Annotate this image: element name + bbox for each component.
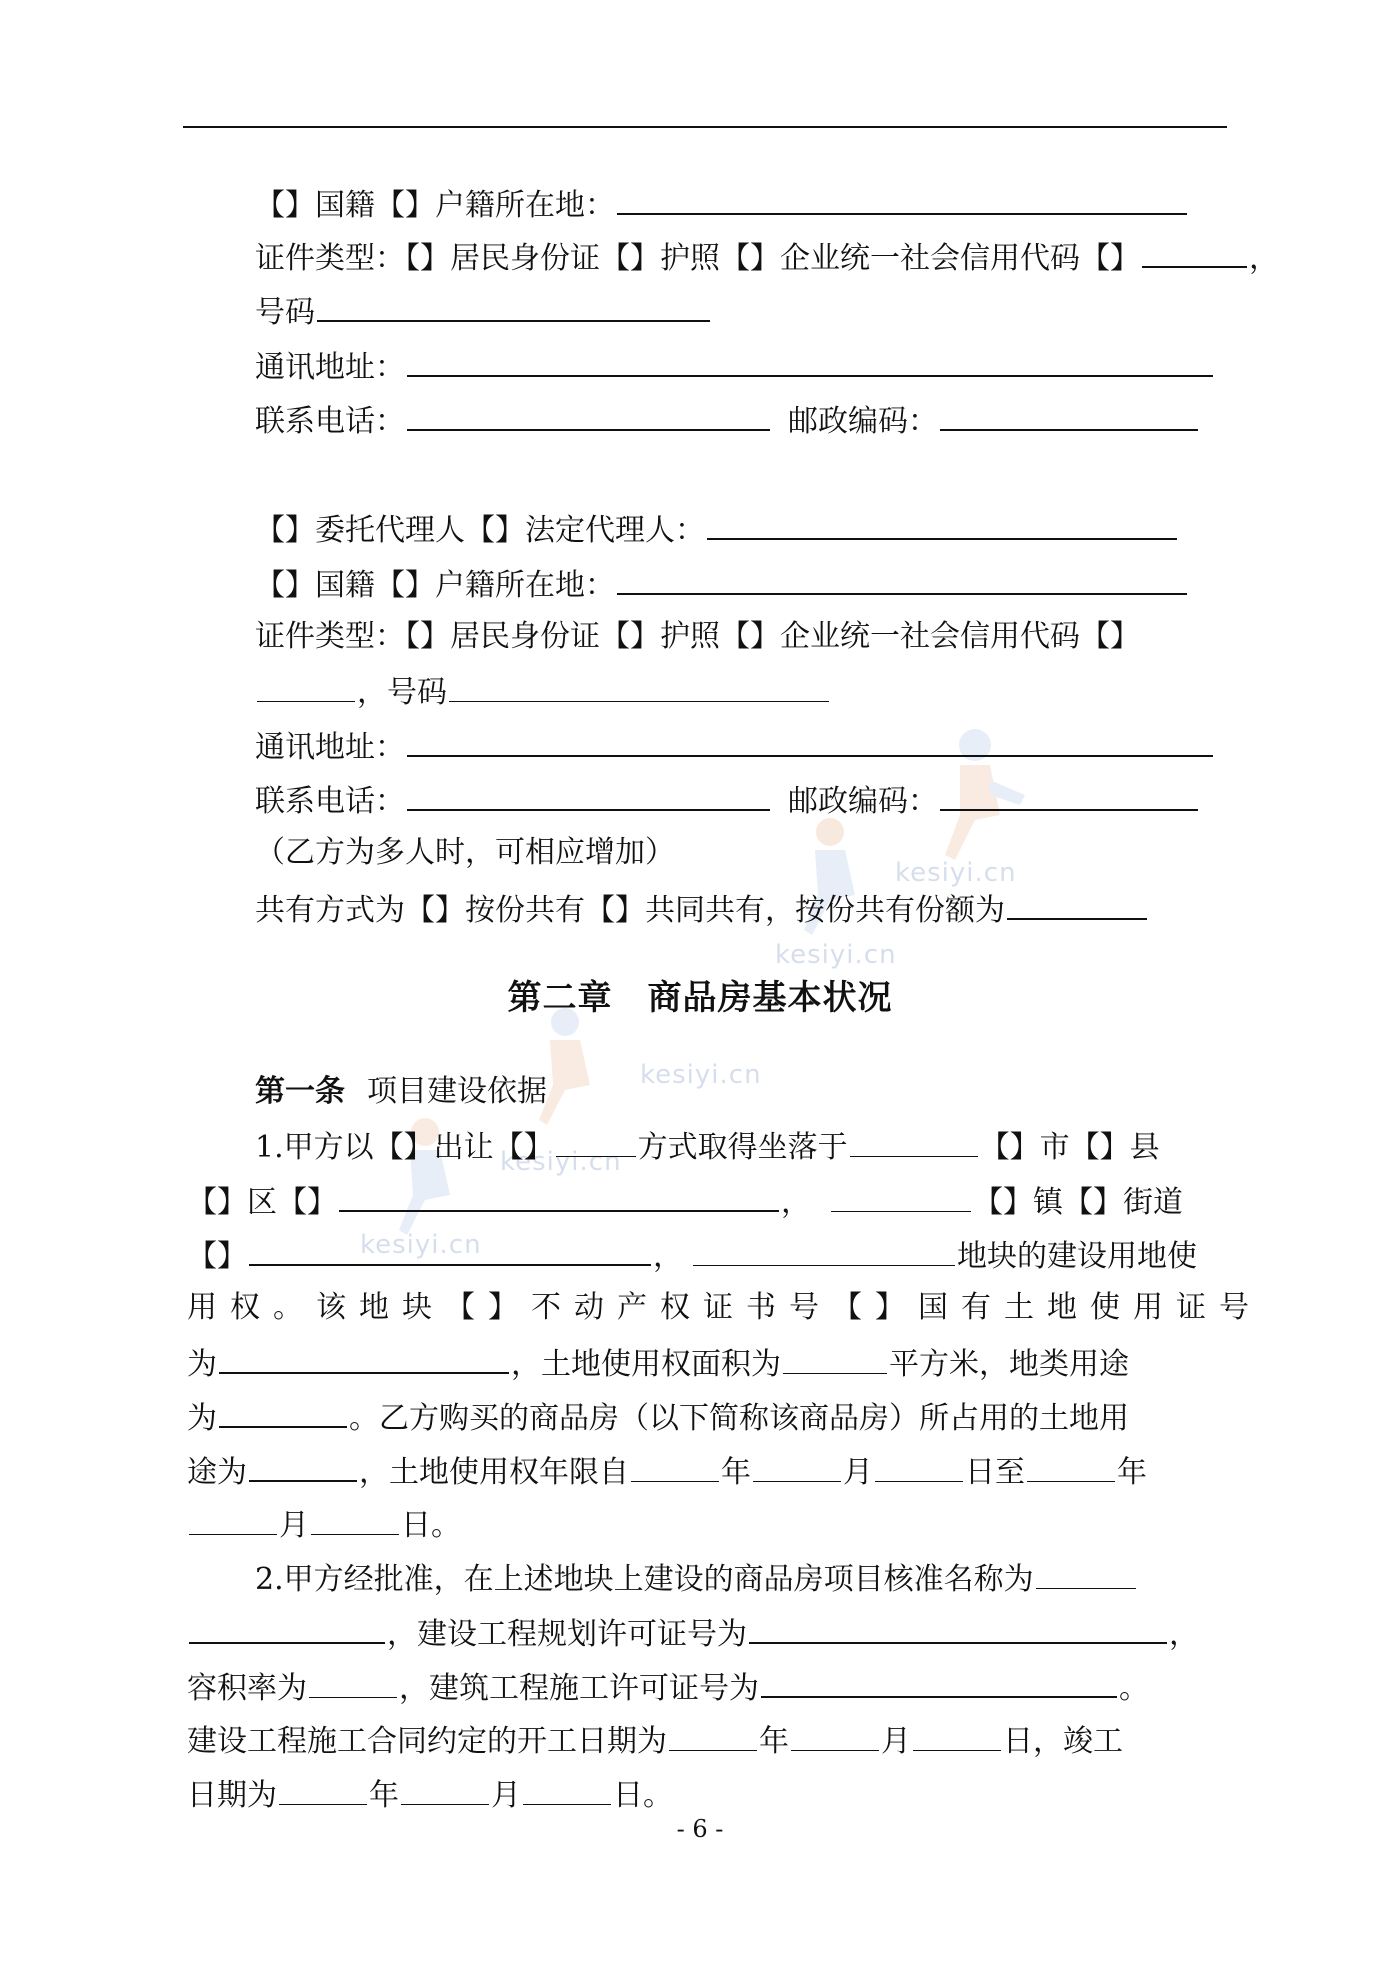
town-blank[interactable] <box>831 1181 971 1212</box>
agent-nationality-line: 【】国籍【】户籍所在地： <box>255 563 1189 603</box>
district-blank[interactable] <box>339 1180 779 1212</box>
end-year-blank[interactable] <box>1027 1451 1115 1482</box>
end-month-blank[interactable] <box>189 1504 277 1535</box>
article1-line-2: 【】区【】 ， 【】镇【】街道 <box>187 1180 1183 1220</box>
agent-phone-blank[interactable] <box>407 779 770 811</box>
article1-line-1: 1.甲方以【】出让【】 方式取得坐落于 【】市【】县 <box>255 1126 1160 1166</box>
agent-id-number-line: ，号码 <box>255 671 831 711</box>
project-name-blank-cont[interactable] <box>189 1612 385 1644</box>
agent-contact-line: 联系电话： 邮政编码： <box>255 779 1200 819</box>
plot-ratio-blank[interactable] <box>309 1667 397 1698</box>
end-day-blank[interactable] <box>311 1504 399 1535</box>
article1-line-4: 用权。该地块【】不动产权证书号【】国有土地使用证号 <box>187 1290 1262 1325</box>
acquire-method-blank[interactable] <box>556 1126 636 1157</box>
article1-line-3: 【】 ， 地块的建设用地使 <box>187 1234 1197 1274</box>
party-contact-line: 联系电话： 邮政编码： <box>255 399 1200 439</box>
co-ownership-line: 共有方式为【】按份共有【】共同共有，按份共有份额为 <box>255 888 1149 928</box>
land-area-blank[interactable] <box>783 1343 887 1374</box>
header-rule <box>183 126 1227 128</box>
id-type-other-blank[interactable] <box>1142 236 1247 268</box>
commence-day-blank[interactable] <box>913 1720 1001 1751</box>
article-title: 第一条 项目建设依据 <box>255 1074 547 1109</box>
planning-permit-blank[interactable] <box>749 1612 1167 1644</box>
id-number-blank[interactable] <box>317 290 710 322</box>
street-blank[interactable] <box>249 1234 651 1266</box>
postcode-blank[interactable] <box>940 399 1198 431</box>
completion-day-blank[interactable] <box>523 1774 611 1805</box>
article1-line-6: 为 。乙方购买的商品房（以下简称该商品房）所占用的土地用 <box>187 1396 1129 1436</box>
completion-month-blank[interactable] <box>401 1774 489 1805</box>
article1-para2-line-2: ，建设工程规划许可证号为 ， <box>187 1612 1199 1652</box>
nationality-blank[interactable] <box>617 183 1187 215</box>
agent-address-blank[interactable] <box>407 725 1213 757</box>
multi-party-note: （乙方为多人时，可相应增加） <box>255 835 675 870</box>
construction-permit-blank[interactable] <box>761 1666 1117 1698</box>
address-blank[interactable] <box>407 345 1213 377</box>
start-year-blank[interactable] <box>631 1451 719 1482</box>
article1-para2-line-3: 容积率为 ，建筑工程施工许可证号为 。 <box>187 1666 1149 1706</box>
agent-id-number-blank[interactable] <box>449 671 829 702</box>
commence-year-blank[interactable] <box>669 1720 757 1751</box>
article1-para2-line-4: 建设工程施工合同约定的开工日期为 年 月 日，竣工 <box>187 1720 1123 1760</box>
share-blank[interactable] <box>1007 888 1147 920</box>
phone-blank[interactable] <box>407 399 770 431</box>
agent-address-line: 通讯地址： <box>255 725 1215 765</box>
watermark-text: kesiyi.cn <box>360 1230 482 1260</box>
party-id-type-line: 证件类型：【】居民身份证【】护照【】企业统一社会信用代码【】 ， <box>255 236 1279 276</box>
certificate-number-blank[interactable] <box>219 1342 509 1374</box>
article1-line-8: 月 日。 <box>187 1504 461 1544</box>
completion-year-blank[interactable] <box>279 1774 367 1805</box>
article1-para2-line-1: 2.甲方经批准，在上述地块上建设的商品房项目核准名称为 <box>255 1558 1138 1598</box>
article1-para2-line-5: 日期为 年 月 日。 <box>187 1774 673 1814</box>
land-category-blank[interactable] <box>219 1396 347 1428</box>
start-month-blank[interactable] <box>753 1451 841 1482</box>
article1-line-7: 途为 ，土地使用权年限自 年 月 日至 年 <box>187 1450 1147 1490</box>
agent-id-type-other-blank[interactable] <box>257 671 355 702</box>
agent-title-line: 【】委托代理人【】法定代理人： <box>255 508 1179 548</box>
page-number: - 6 - <box>676 1815 724 1843</box>
article1-line-5: 为 ，土地使用权面积为 平方米，地类用途 <box>187 1342 1129 1382</box>
chapter-title: 第二章 商品房基本状况 <box>507 978 893 1018</box>
party-id-number-line: 号码 <box>255 290 712 330</box>
start-day-blank[interactable] <box>875 1451 963 1482</box>
agent-id-type-line: 证件类型：【】居民身份证【】护照【】企业统一社会信用代码【】 <box>255 619 1140 654</box>
watermark-text: kesiyi.cn <box>500 1147 622 1177</box>
watermark-text: kesiyi.cn <box>640 1060 762 1090</box>
watermark-text: kesiyi.cn <box>895 858 1017 888</box>
agent-name-blank[interactable] <box>707 508 1177 540</box>
agent-nationality-blank[interactable] <box>617 563 1187 595</box>
project-name-blank[interactable] <box>1036 1558 1136 1589</box>
commence-month-blank[interactable] <box>791 1720 879 1751</box>
agent-postcode-blank[interactable] <box>940 779 1198 811</box>
watermark-text: kesiyi.cn <box>775 940 897 970</box>
plot-name-blank[interactable] <box>693 1235 955 1266</box>
land-use-blank[interactable] <box>249 1450 357 1482</box>
party-nationality-line: 【】国籍【】户籍所在地： <box>255 183 1189 223</box>
location-blank[interactable] <box>850 1126 978 1157</box>
party-address-line: 通讯地址： <box>255 345 1215 385</box>
